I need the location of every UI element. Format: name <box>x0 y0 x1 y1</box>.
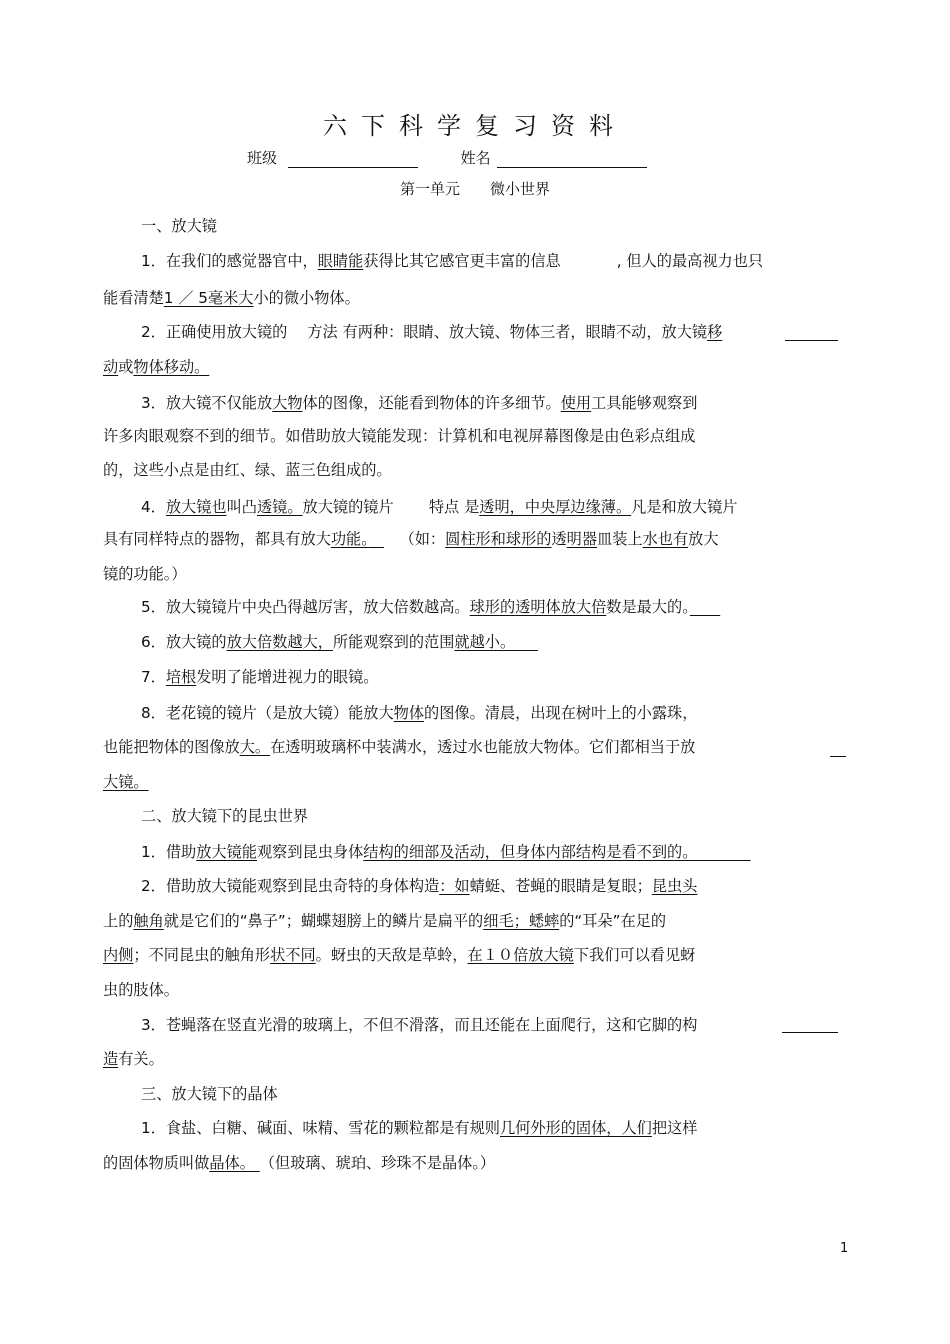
text-line: 动或物体移动。 <box>103 358 210 376</box>
answer-underline <box>785 340 838 341</box>
name-blank[interactable] <box>497 151 647 168</box>
class-label: 班级 <box>247 149 278 167</box>
text-line: 1．食盐、白糖、碱面、味精、雪花的颗粒都是有规则几何外形的固体，人们把这样 <box>141 1119 698 1137</box>
text-line: 6．放大镜的放大倍数越大，所能观察到的范围就越小。 <box>141 633 508 651</box>
text-line: 能看清楚1 ／ 5毫米大小的微小物体。 <box>103 289 360 307</box>
text-line: 虫的肢体。 <box>103 981 179 999</box>
text-line: 1．借助放大镜能观察到昆虫身体结构的细部及活动，但身体内部结构是看不到的。 <box>141 843 690 861</box>
section-heading: 一、放大镜 <box>141 217 217 235</box>
section-heading: 二、放大镜下的昆虫世界 <box>141 807 309 825</box>
text-line: 8．老花镜的镜片（是放大镜）能放大物体的图像。清晨，出现在树叶上的小露珠， <box>141 704 698 722</box>
text-line: 2．借助放大镜能观察到昆虫奇特的身体构造：如蜻蜓、苍蝇的眼睛是复眼；昆虫头 <box>141 877 698 895</box>
answer-underline <box>782 1032 838 1033</box>
text-line: 4．放大镜也叫凸透镜。放大镜的镜片 特点 是透明，中央厚边缘薄。凡是和放大镜片 <box>141 498 738 516</box>
text-line: 上的触角就是它们的“鼻子”；蝴蝶翅膀上的鳞片是扁平的细毛；蟋蟀的“耳朵”在足的 <box>103 912 667 930</box>
text-line: 3．放大镜不仅能放大物体的图像，还能看到物体的许多细节。使用工具能够观察到 <box>141 394 698 412</box>
page-number: 1 <box>840 1241 849 1256</box>
name-label: 姓名 <box>460 149 491 167</box>
document-title: 六下科学复习资料 <box>323 112 627 140</box>
text-line: 的，这些小点是由红、绿、蓝三色组成的。 <box>103 461 392 479</box>
text-line: 2．正确使用放大镜的 方法 有两种：眼睛、放大镜、物体三者，眼睛不动，放大镜移 <box>141 323 723 341</box>
class-blank[interactable] <box>288 151 418 168</box>
text-line: 3．苍蝇落在竖直光滑的玻璃上，不但不滑落，而且还能在上面爬行，这和它脚的构 <box>141 1016 698 1034</box>
text-line: 也能把物体的图像放大。在透明玻璃杯中装满水，透过水也能放大物体。它们都相当于放 <box>103 738 696 756</box>
text-line: 的固体物质叫做晶体。 （但玻璃、琥珀、珍珠不是晶体。） <box>103 1154 496 1172</box>
text-line: 5．放大镜镜片中央凸得越厉害，放大倍数越高。球形的透明体放大倍数是最大的。 <box>141 598 690 616</box>
answer-underline <box>830 756 846 757</box>
unit-title: 第一单元 微小世界 <box>399 180 550 198</box>
text-line: 7．培根发明了能增进视力的眼镜。 <box>141 668 379 686</box>
text-line: 大镜。 <box>103 773 149 791</box>
text-line: 内侧；不同昆虫的触角形状不同。蚜虫的天敌是草蛉，在１０倍放大镜下我们可以看见蚜 <box>103 946 696 964</box>
header-fields <box>247 147 647 168</box>
text-line: 造有关。 <box>103 1050 164 1068</box>
text-line: 1．在我们的感觉器官中，眼睛能获得比其它感官更丰富的信息 , 但人的最高视力也只 <box>141 252 764 270</box>
text-line: 许多肉眼观察不到的细节。如借助放大镜能发现：计算机和电视屏幕图像是由色彩点组成 <box>103 427 696 445</box>
text-line: 镜的功能。） <box>103 565 187 583</box>
section-heading: 三、放大镜下的晶体 <box>141 1085 278 1103</box>
text-line: 具有同样特点的器物，都具有放大功能。 （如：圆柱形和球形的透明器皿装上水也有放大 <box>103 530 719 548</box>
